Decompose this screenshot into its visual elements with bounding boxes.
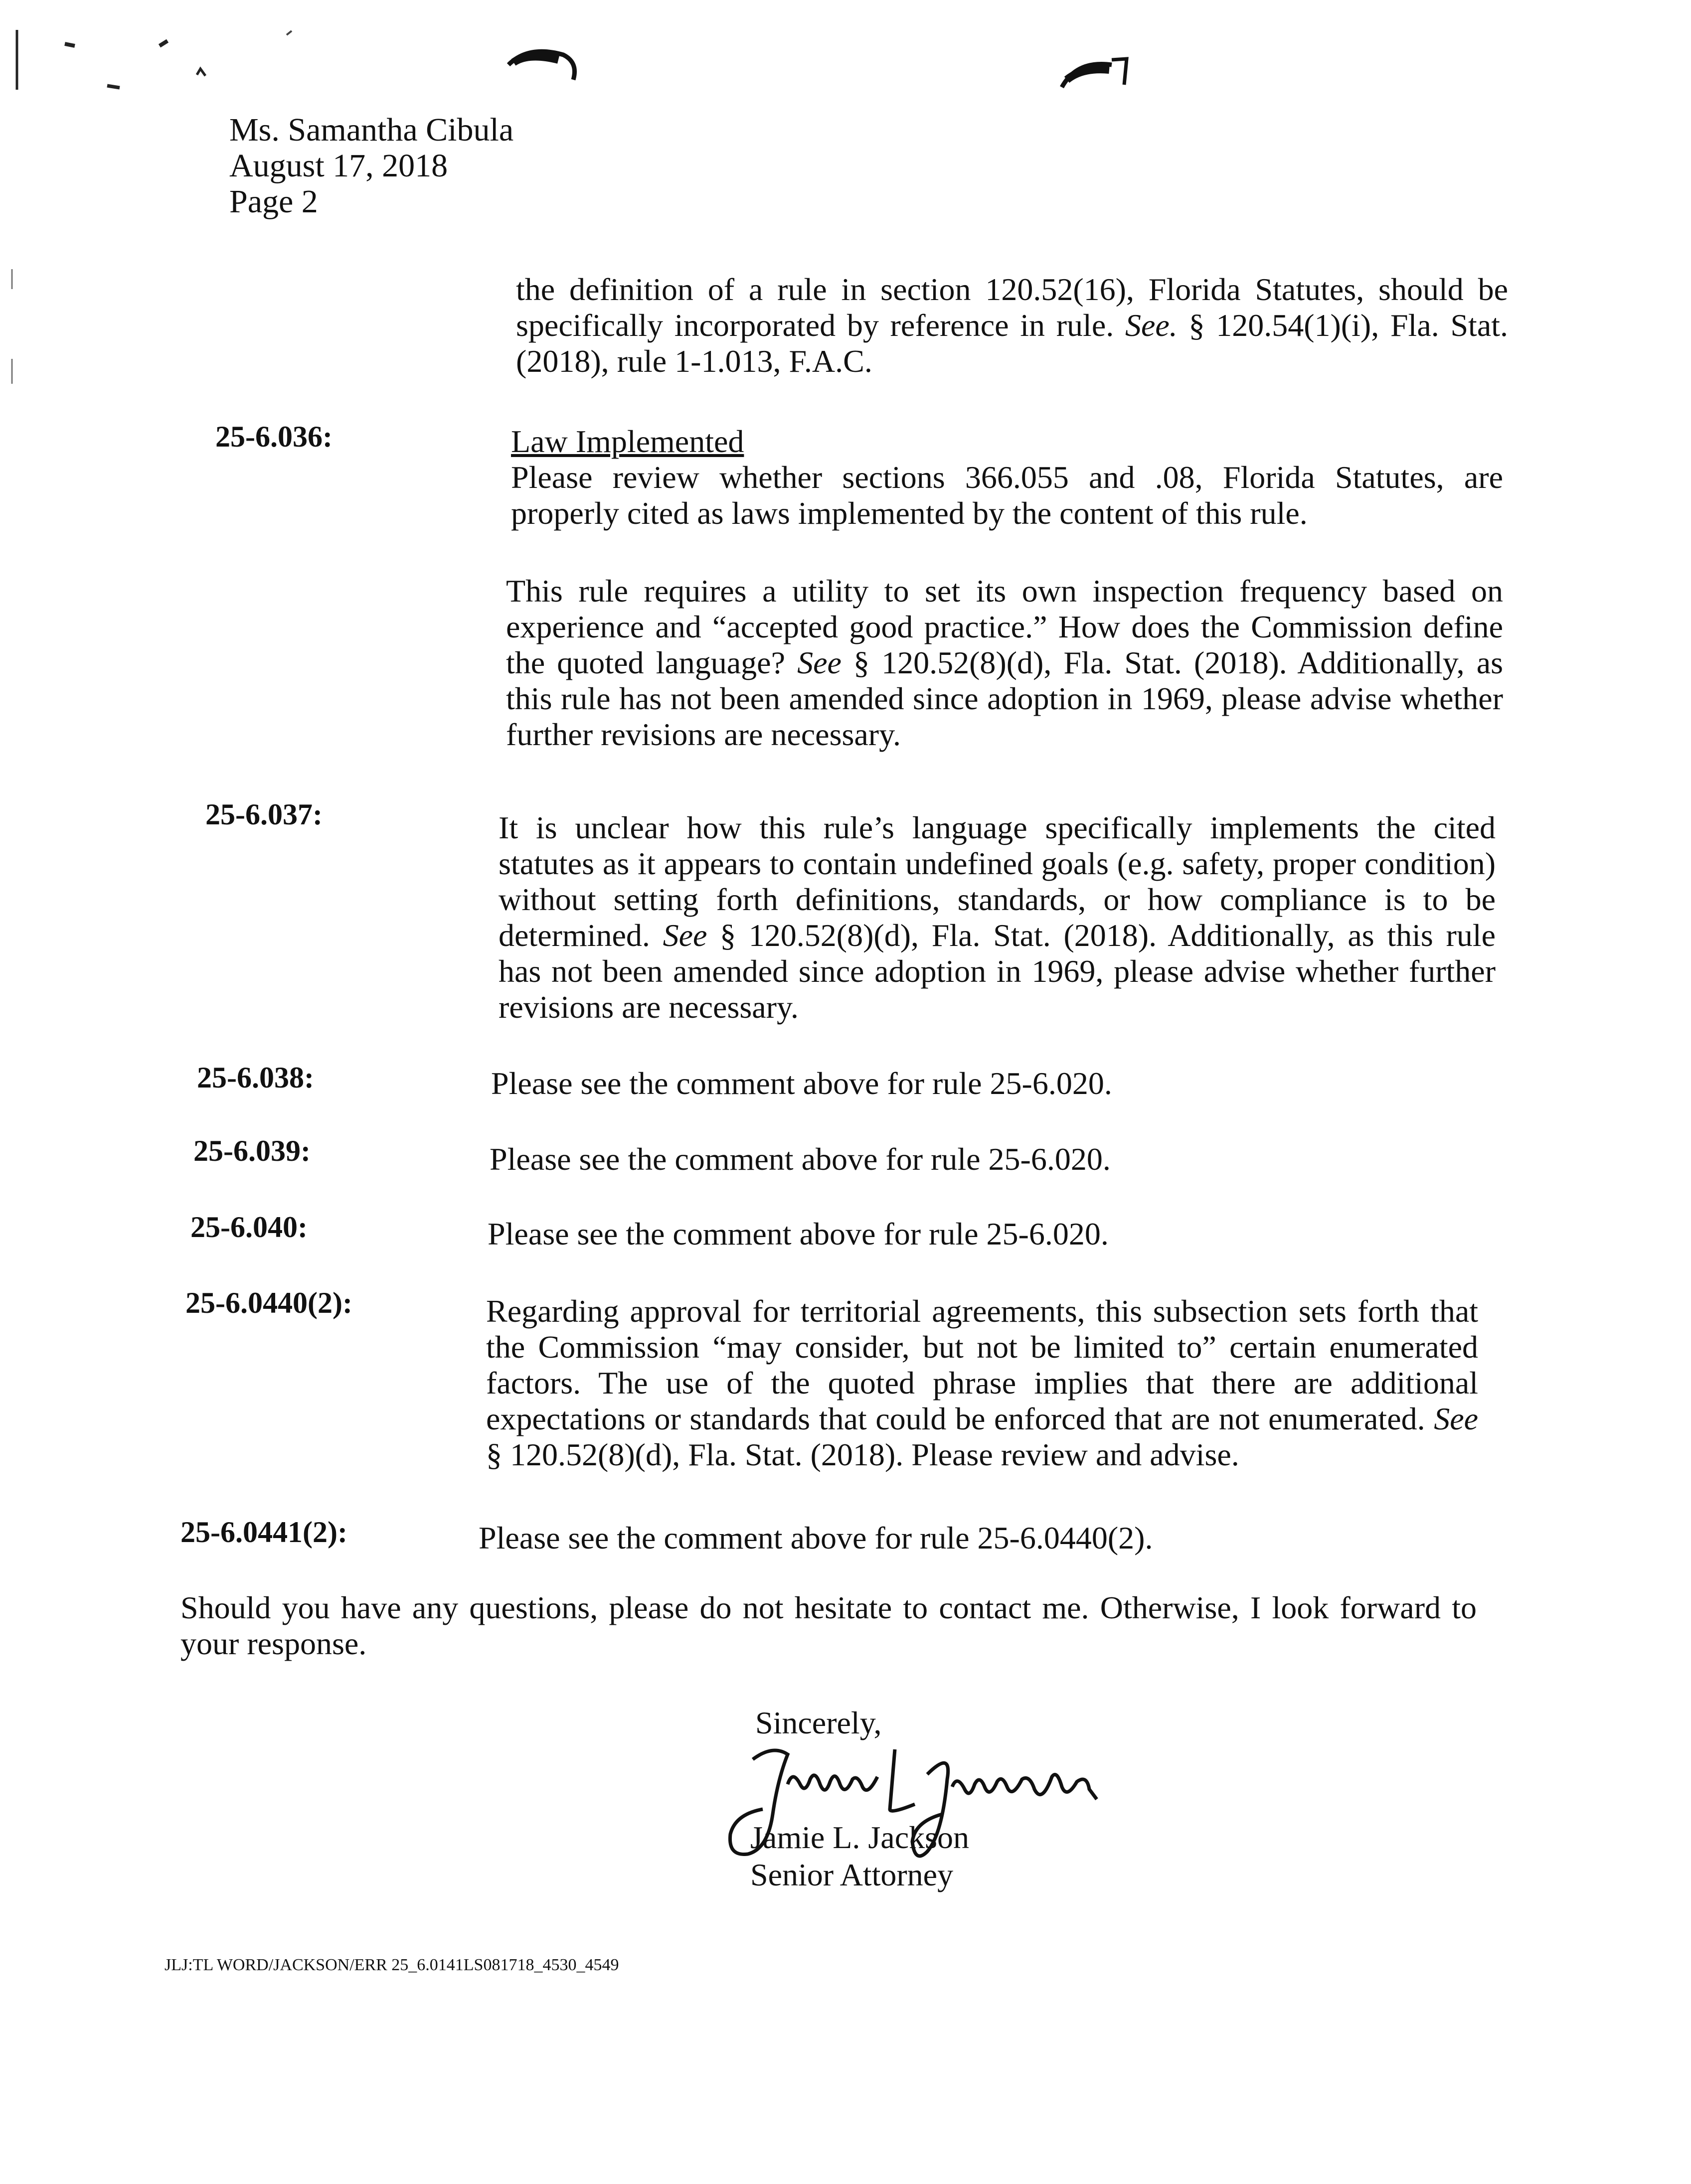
closing-paragraph: Should you have any questions, please do not hesitate to contact me. Otherwise, I look forward to your response. — [180, 1590, 1477, 1661]
rule-25-6-0440-text-2: § 120.52(8)(d), Fla. Stat. (2018). Please review and advise. — [486, 1437, 1239, 1472]
intro-see: See. — [1125, 308, 1178, 343]
rule-25-6-037-text-1: It is unclear how this rule’s language specifically implements the cited statutes as it appears to contain undefined goals (e.g. safety, proper condition) without setting forth definitions, standards, or how compliance is to be determined. — [499, 810, 1496, 953]
rule-text-25-6-036 — [511, 424, 1503, 531]
rule-label-25-6-038: 25-6.038: — [197, 1061, 314, 1094]
rule-25-6-036-p2-text-1: This rule requires a utility to set its own inspection frequency based on experience and “accepted good practice.” How does the Commission define the quoted language? — [506, 573, 1503, 680]
scan-artifact-margin — [0, 249, 30, 399]
rule-25-6-0440-text-1: Regarding approval for territorial agreements, this subsection sets forth that the Commission “may consider, but not be limited to” certain enumerated factors. The use of the quoted phrase implies that there are additional expectations or standards that could be enforced that are not enumerated. — [486, 1293, 1478, 1436]
rule-text-25-6-038: Please see the comment above for rule 25-6.020. — [491, 1066, 1112, 1101]
rule-text-25-6-0441-2: Please see the comment above for rule 25-6.0440(2). — [479, 1520, 1153, 1556]
rule-label-25-6-0441-2: 25-6.0441(2): — [180, 1516, 347, 1549]
rule-25-6-036-p2-text-2: § 120.52(8)(d), Fla. Stat. (2018). Additionally, as this rule has not been amended since adoption in 1969, please advise whether further revisions are necessary. — [506, 645, 1504, 752]
rule-25-6-036-p1: Please review whether sections 366.055 and .08, Florida Statutes, are properly cited as laws implemented by the content of this rule. — [511, 460, 1503, 531]
rule-text-25-6-039: Please see the comment above for rule 25-6.020. — [490, 1141, 1111, 1177]
intro-paragraph — [516, 272, 1508, 379]
rule-label-25-6-036: 25-6.036: — [215, 420, 333, 453]
document-reference-code: JLJ:TL WORD/JACKSON/ERR 25_6.0141LS081718_4530_4549 — [165, 1956, 619, 1974]
rule-25-6-037-text-2: § 120.52(8)(d), Fla. Stat. (2018). Additionally, as this rule has not been amended since adoption in 1969, please advise whether further revisions are necessary. — [499, 918, 1496, 1025]
intro-text-2: § 120.54(1)(i), Fla. Stat. (2018), rule 1-1.013, F.A.C. — [516, 308, 1508, 379]
rule-25-6-037-see: See — [663, 918, 707, 953]
signer-title: Senior Attorney — [750, 1857, 954, 1892]
rule-text-25-6-037 — [499, 810, 1496, 1025]
valediction: Sincerely, — [755, 1705, 882, 1740]
law-implemented-heading: Law Implemented — [511, 424, 744, 459]
recipient-name: Ms. Samantha Cibula — [229, 112, 514, 148]
page-number: Page 2 — [229, 183, 318, 220]
rule-text-25-6-036-p2 — [506, 573, 1503, 753]
rule-label-25-6-037: 25-6.037: — [205, 798, 323, 831]
signer-name: Jamie L. Jackson — [750, 1820, 969, 1855]
letter-date: August 17, 2018 — [229, 148, 448, 184]
rule-25-6-036-see: See — [797, 645, 842, 680]
rule-label-25-6-0440-2: 25-6.0440(2): — [185, 1286, 352, 1319]
rule-label-25-6-039: 25-6.039: — [193, 1134, 311, 1167]
rule-label-25-6-040: 25-6.040: — [190, 1211, 308, 1244]
rule-text-25-6-040: Please see the comment above for rule 25-6.020. — [488, 1216, 1109, 1251]
rule-text-25-6-0440-2 — [486, 1293, 1478, 1473]
intro-text-1: the definition of a rule in section 120.52(16), Florida Statutes, should be specifically incorporated by reference in rule. — [516, 272, 1508, 343]
rule-25-6-0440-see: See — [1434, 1401, 1478, 1436]
